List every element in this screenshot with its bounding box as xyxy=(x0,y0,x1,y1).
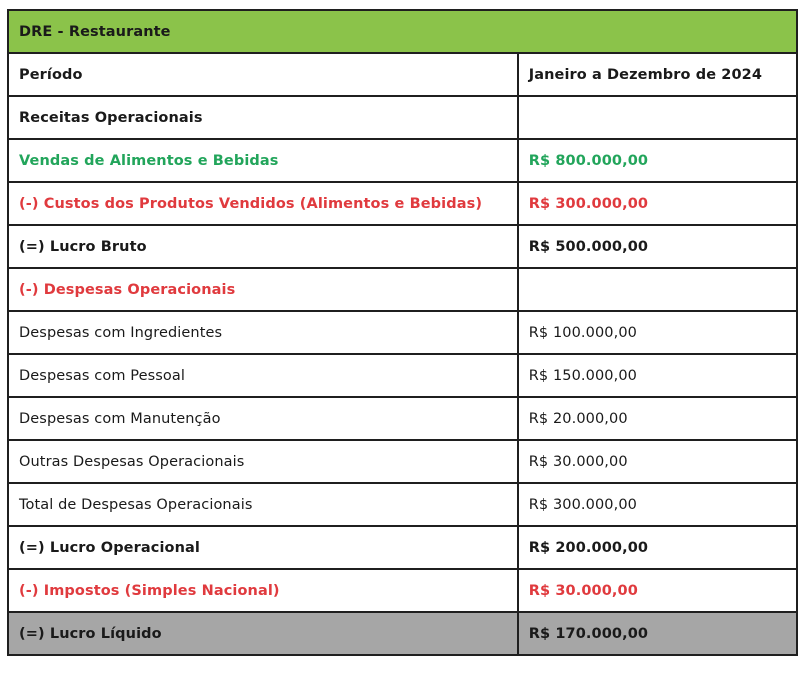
row-label: Despesas com Pessoal xyxy=(8,354,518,397)
period-value: Janeiro a Dezembro de 2024 xyxy=(518,53,797,96)
table-row xyxy=(8,96,797,139)
row-label: (-) Custos dos Produtos Vendidos (Alimentos e Bebidas) xyxy=(8,182,518,225)
table-row xyxy=(8,182,797,225)
table-row xyxy=(8,311,797,354)
table-row xyxy=(8,526,797,569)
table-row xyxy=(8,440,797,483)
table-row xyxy=(8,225,797,268)
table-row xyxy=(8,354,797,397)
row-value: R$ 20.000,00 xyxy=(518,397,797,440)
row-label: Receitas Operacionais xyxy=(8,96,518,139)
table-row xyxy=(8,268,797,311)
row-value: R$ 300.000,00 xyxy=(518,182,797,225)
row-value: R$ 170.000,00 xyxy=(518,612,797,655)
table-title: DRE - Restaurante xyxy=(8,10,797,53)
row-value: R$ 30.000,00 xyxy=(518,569,797,612)
row-value: R$ 150.000,00 xyxy=(518,354,797,397)
header-row xyxy=(8,53,797,96)
row-label: (=) Lucro Líquido xyxy=(8,612,518,655)
row-value: R$ 100.000,00 xyxy=(518,311,797,354)
period-label: Período xyxy=(8,53,518,96)
row-value xyxy=(518,268,797,311)
row-label: Total de Despesas Operacionais xyxy=(8,483,518,526)
table-row xyxy=(8,139,797,182)
table-row xyxy=(8,569,797,612)
table-row xyxy=(8,483,797,526)
row-label: Vendas de Alimentos e Bebidas xyxy=(8,139,518,182)
row-label: (-) Impostos (Simples Nacional) xyxy=(8,569,518,612)
net-profit-row xyxy=(8,612,797,655)
row-value: R$ 800.000,00 xyxy=(518,139,797,182)
row-value xyxy=(518,96,797,139)
row-label: (=) Lucro Bruto xyxy=(8,225,518,268)
table-row xyxy=(8,397,797,440)
row-value: R$ 500.000,00 xyxy=(518,225,797,268)
row-label: Outras Despesas Operacionais xyxy=(8,440,518,483)
row-label: Despesas com Manutenção xyxy=(8,397,518,440)
row-value: R$ 30.000,00 xyxy=(518,440,797,483)
row-label: Despesas com Ingredientes xyxy=(8,311,518,354)
row-value: R$ 200.000,00 xyxy=(518,526,797,569)
row-label: (=) Lucro Operacional xyxy=(8,526,518,569)
title-row xyxy=(8,10,797,53)
row-label: (-) Despesas Operacionais xyxy=(8,268,518,311)
dre-table xyxy=(7,9,798,656)
row-value: R$ 300.000,00 xyxy=(518,483,797,526)
